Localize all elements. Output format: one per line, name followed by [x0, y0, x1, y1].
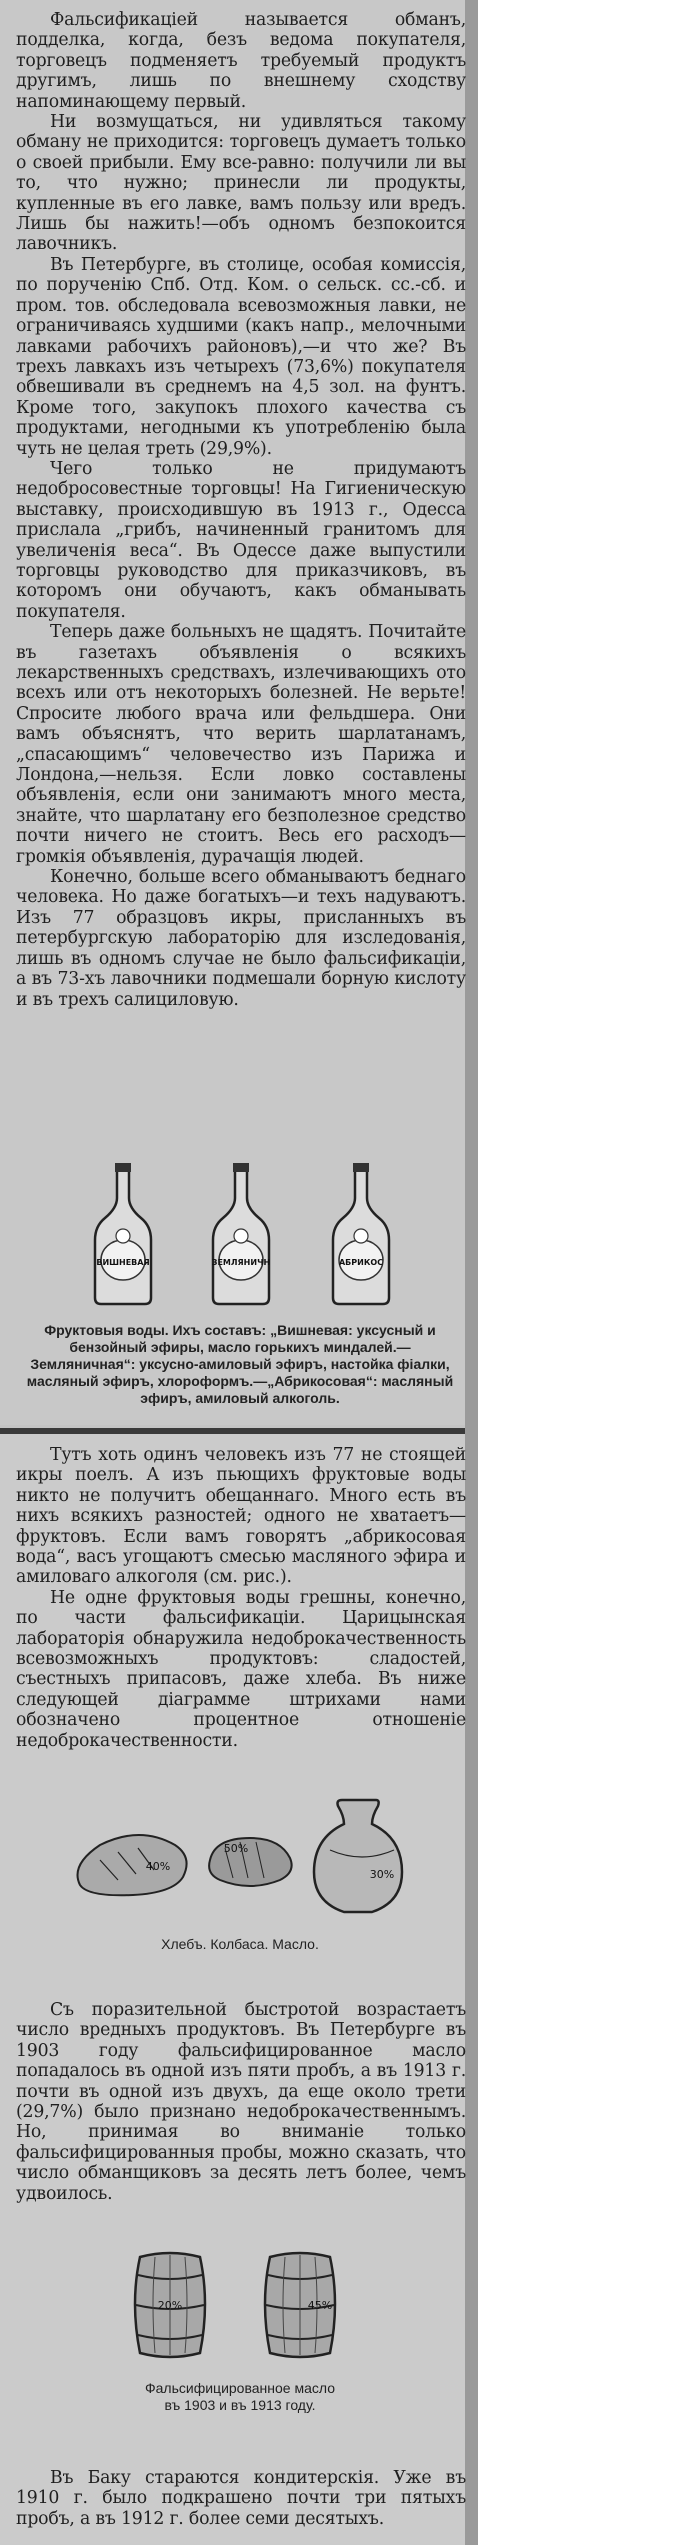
paragraph-profit: Ни возмущаться, ни удивляться такому обману не приходится: торговецъ думаетъ только о своей прибыли. Ему все-равно: получили ли вы то, что нужно; принесли ли продукты, купленные въ его лавке, вамъ пользу или вредъ. Лишь бы нажить!—объ одномъ безпокоится лавочникъ.: [16, 112, 466, 255]
paragraph-harmful-products: Съ поразительной быстротой возрастаетъ число вредныхъ продуктовъ. Въ Петербурге въ 1903 году фальсифицированное масло попадалось въ одной изъ пяти пробъ, а въ 1913 г. почти въ одной изъ двухъ, да еще около трети (29,7%) было признано недоброкачественнымъ. Но, принимая во вниманiе только фальсифицированныя пробы, можно сказать, что число обманщиковъ за десять летъ более, чемъ удвоилось.: [16, 2000, 466, 2204]
barrels-caption-line-1: Фальсифицированное масло: [145, 2380, 335, 2396]
barrel-icon: [135, 2253, 205, 2357]
page-edge-shadow: [465, 0, 478, 2545]
butter-barrels-illustration: [110, 2245, 370, 2365]
butter-percent: 30%: [369, 1868, 395, 1881]
article-section-1: [16, 10, 466, 1010]
bottle-icon: [212, 1163, 270, 1304]
bottle-label-cherry: ВИШНЕВАЯ: [96, 1258, 150, 1267]
article-section-2: [16, 1445, 466, 1751]
sausage-percent: 50%: [223, 1842, 249, 1855]
article-section-4: [16, 2468, 466, 2529]
paragraph-fruit-water: Тутъ хоть одинъ человекъ изъ 77 не стоящей икры поелъ. А изъ пьющихъ фруктовые воды никто не получитъ обещаннаго. Много есть въ нихъ всякихъ разностей; одного не хватаетъ—фруктовъ. Если вамъ говорятъ „абрикосовая вода“, васъ угощаютъ смесью масляного эфира и амиловаго алкоголя (см. рис.).: [16, 1445, 466, 1588]
sausage-icon: [209, 1838, 292, 1886]
bread-icon: [78, 1835, 187, 1895]
barrels-caption: [20, 2380, 460, 2414]
barrel-icon: [265, 2253, 335, 2357]
article-section-3: [16, 2000, 466, 2204]
barrel-1903-percent: 20%: [157, 2299, 183, 2312]
barrel-1913-percent: 45%: [307, 2299, 333, 2312]
paragraph-charlatans: Теперь даже больныхъ не щадятъ. Почитайте въ газетахъ объявленiя о всякихъ лекарственныхъ средствахъ, излечивающихъ ото всехъ или отъ некоторыхъ болезней. Не верьте! Спросите любого врача или фельдшера. Они вамъ объяснятъ, что верить шарлатанамъ, „спасающимъ“ человечество изъ Парижа и Лондона,—нельзя. Если ловко составлены объявленiя, если они занимаютъ много места, знайте, что шарлатану его безполезное средство почти ничего не стоитъ. Весь его расходъ—громкiя объявленiя, дурачащiя людей.: [16, 622, 466, 867]
paragraph-tsaritsyn-lab: Не одне фруктовыя воды грешны, конечно, по части фальсификацiи. Царицынская лабораторiя обнаружила недоброкачественность всевозможныхъ продуктовъ: сладостей, съестныхъ припасовъ, даже хлеба. Въ ниже следующей дiаграмме штрихами нами обозначено процентное отношенiе недоброкачественности.: [16, 1587, 466, 1751]
paragraph-baku-confectioners: Въ Баку стараются кондитерскiя. Уже въ 1910 г. было подкрашено почти три пятыхъ пробъ, а въ 1912 г. более семи десятыхъ.: [16, 2468, 466, 2529]
bottle-label-strawberry: ЗЕМЛЯНИЧН: [211, 1258, 271, 1267]
paragraph-petersburg-commission: Въ Петербурге, въ столице, особая комиссiя, по порученiю Спб. Отд. Ком. о сельск. сс.-сб. и пром. тов. обследовала всевозможныя лавки, не ограничиваясь худшими (какъ напр., мелочными лавками рабочихъ районовъ),—и что же? Въ трехъ лавкахъ изъ четырехъ (73,6%) покупателя обвешивали въ среднемъ на 4,5 зол. на фунтъ. Кроме того, закупокъ плохого качества съ продуктами, негодными къ употребленiю была чуть не целая треть (29,9%).: [16, 254, 466, 459]
bread-sausage-butter-illustration: [60, 1790, 420, 1920]
paragraph-dishonest-traders: Чего только не придумаютъ недобросовестные торговцы! На Гигиеническую выставку, происходившую въ 1913 г., Одесса прислала „грибъ, начиненный гранитомъ для увеличенiя веса“. Въ Одессе даже выпустили торговцы руководство для приказчиковъ, въ которомъ они обучаютъ, какъ обманывать покупателя.: [16, 458, 466, 622]
barrels-caption-line-2: въ 1903 и въ 1913 году.: [164, 2397, 316, 2413]
bread-percent: 40%: [145, 1860, 171, 1873]
bottle-icon: [95, 1163, 151, 1304]
fruit-water-bottles-illustration: [55, 1160, 425, 1310]
bottle-label-apricot: АБРИКОС: [338, 1258, 384, 1267]
bottle-icon: [333, 1163, 389, 1304]
paragraph-definition: Фальсификацiей называется обманъ, подделка, когда, безъ ведома покупателя, торговецъ подменяетъ требуемый продуктъ другимъ, лишь по внешнему сходству напоминающему первый.: [16, 10, 466, 112]
foods-caption: Хлебъ. Колбаса. Масло.: [161, 1936, 319, 1952]
bottles-caption: Фруктовыя воды. Ихъ составъ: „Вишневая: уксусный и бензойный эфиры, масло горькихъ миндалей.—Земляничная“: уксусно-амиловый эфиръ, настойка фiалки, масляный эфиръ, хлороформъ.—„Абрикосовая“: масляный эфиръ, амиловый алкоголь.: [26, 1322, 454, 1406]
butter-jar-icon: [314, 1800, 402, 1912]
paragraph-caviar: Конечно, больше всего обманываютъ беднаго человека. Но даже богатыхъ—и техъ надуваютъ. Изъ 77 образцовъ икры, присланныхъ въ петербургскую лабораторiю для изследованiя, лишь въ одномъ случае не было фальсификацiи, а въ 73-хъ лавочники подмешали борную кислоту и въ трехъ салициловую.: [16, 867, 466, 1010]
